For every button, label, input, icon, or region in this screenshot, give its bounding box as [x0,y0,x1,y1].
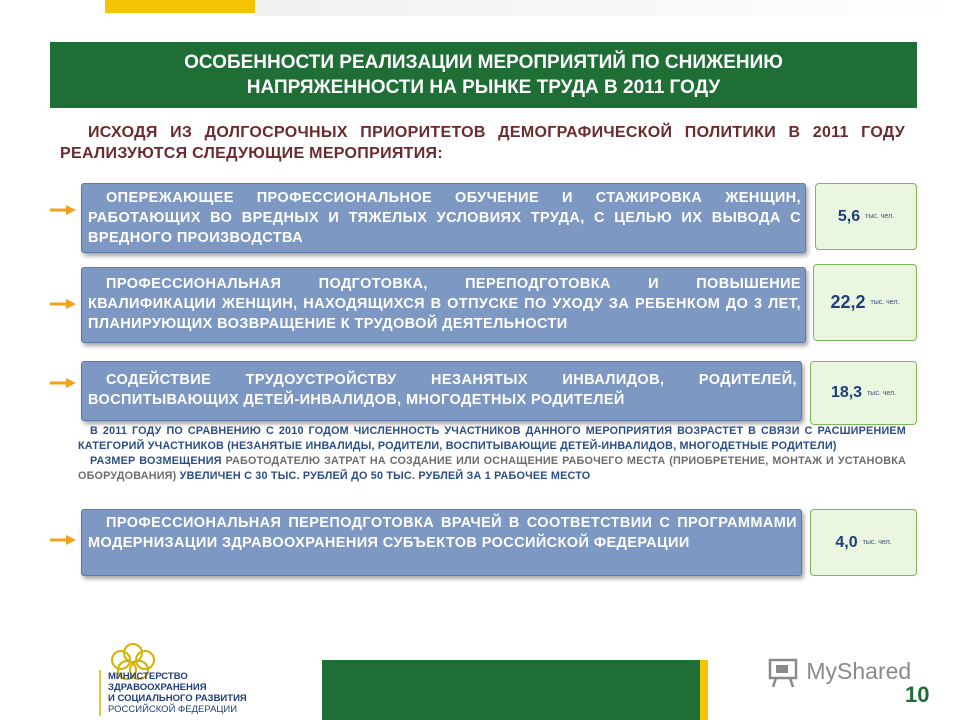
measure-box-3 [81,361,802,421]
stat-box-2 [813,264,917,341]
arrow-right-icon [50,378,76,388]
page-number: 10 [905,682,930,707]
stat-box-1 [815,183,917,250]
top-yellow-bar [105,0,255,13]
stat-box-4 [810,509,917,576]
arrow-right-icon [50,205,76,215]
footer-green-bar [322,660,700,720]
stat-value-3: 18,3 [830,384,863,401]
note-paragraph-1: В 2011 ГОДУ ПО СРАВНЕНИЮ С 2010 ГОДОМ ЧИСЛЕННОСТЬ УЧАСТНИКОВ ДАННОГО МЕРОПРИЯТИЯ ВОЗРАСТЕТ В СВЯЗИ С РАСШИРЕНИЕМ КАТЕГОРИЙ УЧАСТНИКОВ (НЕЗАНЯТЫЕ ИНВАЛИДЫ, РОДИТЕЛИ, ВОСПИТЫВАЮЩИЕ ДЕТЕЙ-ИНВАЛИДОВ, МНОГОДЕТНЫЕ РОДИТЕЛИ) [78,425,906,452]
measure-text-3: СОДЕЙСТВИЕ ТРУДОУСТРОЙСТВУ НЕЗАНЯТЫХ ИНВАЛИДОВ, РОДИТЕЛЕЙ, ВОСПИТЫВАЮЩИХ ДЕТЕЙ-ИНВАЛИДОВ, МНОГОДЕТНЫХ РОДИТЕЛЕЙ [88,372,797,408]
stat-box-3 [810,361,917,425]
ministry-name-line-2: ЗДРАВООХРАНЕНИЯ [108,682,207,693]
ministry-name [108,671,247,715]
watermark [768,658,911,688]
ministry-name-line-4: РОССИЙСКОЙ ФЕДЕРАЦИИ [108,704,238,715]
note-paragraph-2-body: РАБОТОДАТЕЛЮ ЗАТРАТ НА СОЗДАНИЕ ИЛИ ОСНАЩЕНИЕ РАБОЧЕГО МЕСТА (ПРИОБРЕТЕНИЕ, МОНТАЖ И УСТАНОВКА ОБОРУДОВАНИЯ) [78,455,906,482]
stat-unit-2: тыс. чел. [870,299,900,306]
measure-box-2 [81,267,806,343]
ministry-name-line-3: И СОЦИАЛЬНОГО РАЗВИТИЯ [108,693,247,704]
page-title-line-1: ОСОБЕННОСТИ РЕАЛИЗАЦИИ МЕРОПРИЯТИЙ ПО СНИЖЕНИЮ [184,52,783,73]
intro-text: ИСХОДЯ ИЗ ДОЛГОСРОЧНЫХ ПРИОРИТЕТОВ ДЕМОГРАФИЧЕСКОЙ ПОЛИТИКИ В 2011 ГОДУ РЕАЛИЗУЮТСЯ СЛЕДУЮЩИЕ МЕРОПРИЯТИЯ: [60,124,905,162]
arrow-right-icon [50,535,76,545]
measure-box-4 [81,509,802,576]
note-paragraph-2-lead: РАЗМЕР ВОЗМЕЩЕНИЯ [90,455,222,467]
stat-value-2: 22,2 [830,292,866,312]
stat-unit-3: тыс. чел. [867,389,897,397]
measure-text-1: ОПЕРЕЖАЮЩЕЕ ПРОФЕССИОНАЛЬНОЕ ОБУЧЕНИЕ И СТАЖИРОВКА ЖЕНЩИН, РАБОТАЮЩИХ ВО ВРЕДНЫХ И ТЯЖЕЛЫХ УСЛОВИЯХ ТРУДА, С ЦЕЛЬЮ ИХ ВЫВОДА С ВРЕДНОГО ПРОИЗВОДСТВА [88,190,801,246]
presentation-icon [768,658,800,688]
note-paragraph-2-tail: УВЕЛИЧЕН С 30 ТЫС. РУБЛЕЙ ДО 50 ТЫС. РУБЛЕЙ ЗА 1 РАБОЧЕЕ МЕСТО [179,470,591,482]
measure-text-2: ПРОФЕССИОНАЛЬНАЯ ПОДГОТОВКА, ПЕРЕПОДГОТОВКА И ПОВЫШЕНИЕ КВАЛИФИКАЦИИ ЖЕНЩИН, НАХОДЯЩИХСЯ В ОТПУСКЕ ПО УХОДУ ЗА РЕБЕНКОМ ДО 3 ЛЕТ, ПЛАНИРУЮЩИХ ВОЗВРАЩЕНИЕ К ТРУДОВОЙ ДЕЯТЕЛЬНОСТИ [88,276,801,332]
stat-unit-4: тыс. чел. [862,539,892,546]
stat-unit-1: тыс. чел. [865,213,895,220]
footer-yellow-bar [700,660,708,720]
watermark-text: MyShared [806,658,912,685]
ministry-name-line-1: МИНИСТЕРСТВО [108,671,188,682]
measure-note [78,424,906,484]
page-title [50,42,917,108]
top-gray-bar [255,0,960,16]
arrow-right-icon [50,299,76,309]
measure-text-4: ПРОФЕССИОНАЛЬНАЯ ПЕРЕПОДГОТОВКА ВРАЧЕЙ В СООТВЕТСТВИИ С ПРОГРАММАМИ МОДЕРНИЗАЦИИ ЗДРАВООХРАНЕНИЯ СУБЪЕКТОВ РОССИЙСКОЙ ФЕДЕРАЦИИ [88,515,797,551]
page-title-line-2: НАПРЯЖЕННОСТИ НА РЫНКЕ ТРУДА В 2011 ГОДУ [246,77,721,98]
measure-box-1 [81,183,806,253]
stat-value-1: 5,6 [837,207,861,225]
stat-value-4: 4,0 [835,533,858,551]
